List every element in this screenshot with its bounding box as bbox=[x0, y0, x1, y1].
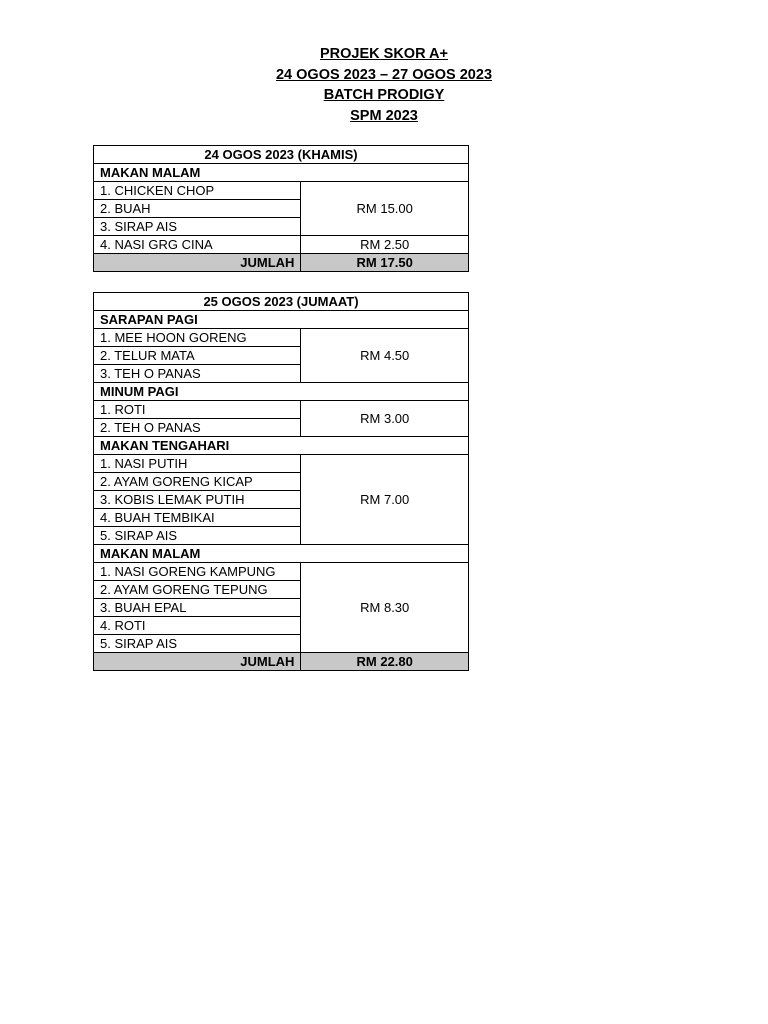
list-item: 3. SIRAP AIS bbox=[94, 218, 301, 236]
section-label: MAKAN TENGAHARI bbox=[94, 437, 469, 455]
list-item: 2. TEH O PANAS bbox=[94, 419, 301, 437]
total-label: JUMLAH bbox=[94, 254, 301, 272]
project-title: PROJEK SKOR A+ bbox=[320, 46, 448, 62]
price-cell: RM 2.50 bbox=[301, 236, 469, 254]
total-value: RM 22.80 bbox=[301, 653, 469, 671]
list-item: 5. SIRAP AIS bbox=[94, 527, 301, 545]
section-label: MINUM PAGI bbox=[94, 383, 469, 401]
list-item: 1. CHICKEN CHOP bbox=[94, 182, 301, 200]
list-item: 3. TEH O PANAS bbox=[94, 365, 301, 383]
total-value: RM 17.50 bbox=[301, 254, 469, 272]
list-item: 2. BUAH bbox=[94, 200, 301, 218]
list-item: 2. AYAM GORENG TEPUNG bbox=[94, 581, 301, 599]
price-cell: RM 15.00 bbox=[301, 182, 469, 236]
list-item: 2. TELUR MATA bbox=[94, 347, 301, 365]
section-label: SARAPAN PAGI bbox=[94, 311, 469, 329]
price-cell: RM 3.00 bbox=[301, 401, 469, 437]
price-cell: RM 4.50 bbox=[301, 329, 469, 383]
list-item: 1. NASI PUTIH bbox=[94, 455, 301, 473]
menu-table-day1 bbox=[93, 145, 469, 272]
list-item: 2. AYAM GORENG KICAP bbox=[94, 473, 301, 491]
date-range: 24 OGOS 2023 – 27 OGOS 2023 bbox=[275, 66, 493, 83]
section-label: MAKAN MALAM bbox=[94, 164, 469, 182]
list-item: 3. BUAH EPAL bbox=[94, 599, 301, 617]
list-item: 1. MEE HOON GORENG bbox=[94, 329, 301, 347]
total-label: JUMLAH bbox=[94, 653, 301, 671]
list-item: 4. NASI GRG CINA bbox=[94, 236, 301, 254]
list-item: 1. ROTI bbox=[94, 401, 301, 419]
list-item: 4. ROTI bbox=[94, 617, 301, 635]
table-title: 24 OGOS 2023 (KHAMIS) bbox=[94, 146, 469, 164]
exam-name: SPM 2023 bbox=[350, 107, 418, 124]
batch-name: BATCH PRODIGY bbox=[323, 87, 445, 103]
list-item: 4. BUAH TEMBIKAI bbox=[94, 509, 301, 527]
table-title: 25 OGOS 2023 (JUMAAT) bbox=[94, 293, 469, 311]
price-cell: RM 7.00 bbox=[301, 455, 469, 545]
list-item: 3. KOBIS LEMAK PUTIH bbox=[94, 491, 301, 509]
document-header bbox=[0, 44, 768, 126]
section-label: MAKAN MALAM bbox=[94, 545, 469, 563]
menu-table-day2 bbox=[93, 292, 469, 671]
list-item: 5. SIRAP AIS bbox=[94, 635, 301, 653]
price-cell: RM 8.30 bbox=[301, 563, 469, 653]
list-item: 1. NASI GORENG KAMPUNG bbox=[94, 563, 301, 581]
